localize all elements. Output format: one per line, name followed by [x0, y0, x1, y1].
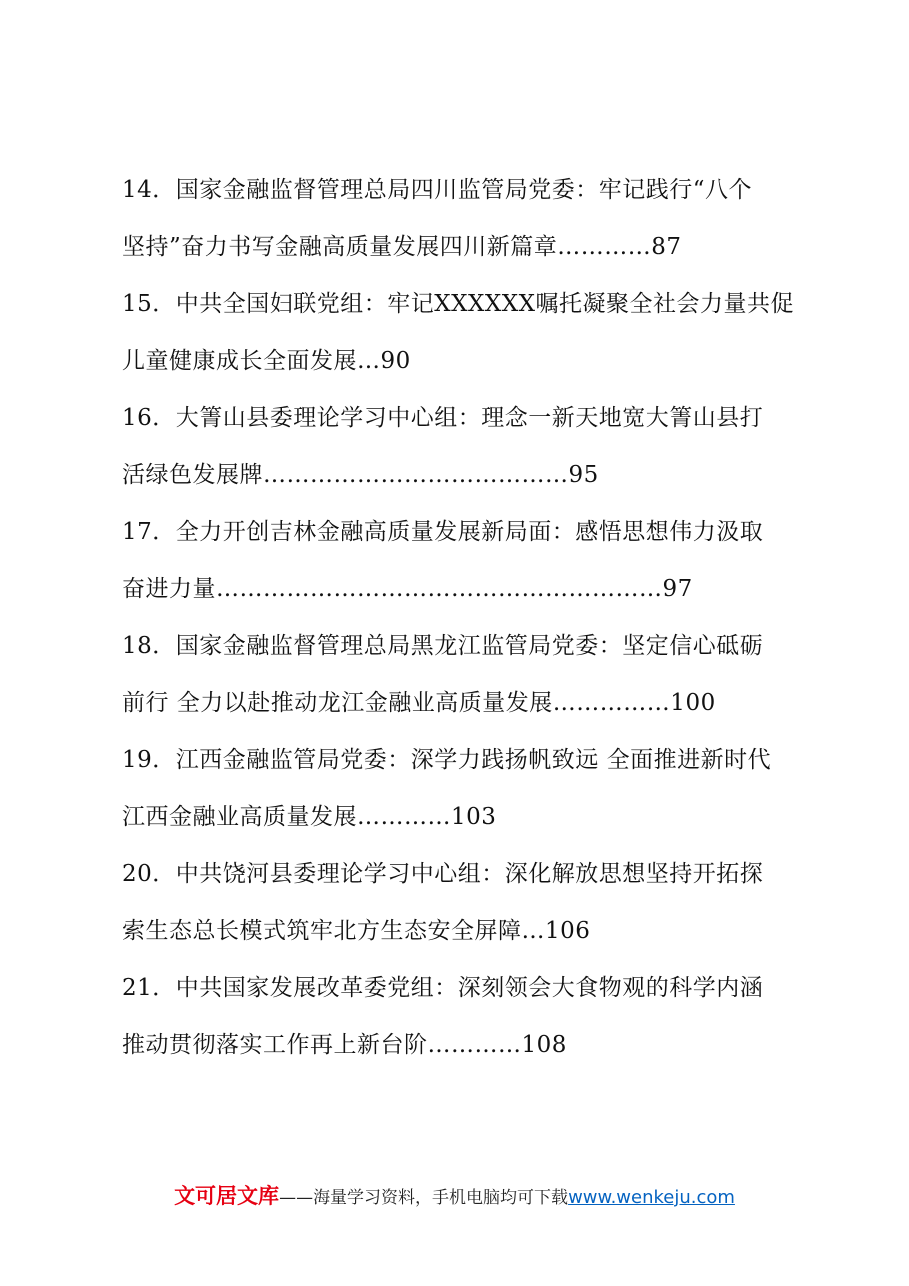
toc-entry-line: 21．中共国家发展改革委党组：深刻领会大食物观的科学内涵	[122, 975, 764, 1001]
toc-entry-line: 江西金融业高质量发展…………103	[122, 804, 497, 830]
website-link[interactable]: www.wenkeju.com	[568, 1187, 735, 1208]
toc-entry-21[interactable]	[122, 960, 812, 1074]
brand-name: 文可居文库	[174, 1184, 280, 1208]
toc-entry-line: 16．大箐山县委理论学习中心组：理念一新天地宽大箐山县打	[122, 405, 764, 431]
toc-entry-line: 前行 全力以赴推动龙江金融业高质量发展……………100	[122, 690, 716, 716]
toc-entry-line: 索生态总长模式筑牢北方生态安全屏障…106	[122, 918, 591, 944]
toc-entry-line: 活绿色发展牌…………………………………95	[122, 462, 599, 488]
toc-entry-19[interactable]	[122, 732, 812, 846]
toc-entry-14[interactable]	[122, 162, 812, 276]
toc-entry-line: 儿童健康成长全面发展…90	[122, 348, 411, 374]
toc-entry-line: 20．中共饶河县委理论学习中心组：深化解放思想坚持开拓探	[122, 861, 764, 887]
footer-banner	[0, 1180, 909, 1212]
footer-tagline: ——海量学习资料，手机电脑均可下载	[279, 1188, 569, 1208]
toc-entry-line: 坚持”奋力书写金融高质量发展四川新篇章…………87	[122, 234, 682, 260]
toc-entry-line: 推动贯彻落实工作再上新台阶…………108	[122, 1032, 567, 1058]
toc-entry-15[interactable]	[122, 276, 812, 390]
toc-entry-line: 14．国家金融监督管理总局四川监管局党委：牢记践行“八个	[122, 177, 753, 203]
toc-entry-16[interactable]	[122, 390, 812, 504]
toc-entry-17[interactable]	[122, 504, 812, 618]
toc-entry-line: 19．江西金融监管局党委：深学力践扬帆致远 全面推进新时代	[122, 747, 772, 773]
toc-entry-line: 15．中共全国妇联党组：牢记XXXXXX嘱托凝聚全社会力量共促	[122, 291, 795, 317]
toc-entry-line: 奋进力量…………………………………………………97	[122, 576, 693, 602]
table-of-contents	[122, 162, 812, 1074]
toc-entry-20[interactable]	[122, 846, 812, 960]
toc-entry-line: 18．国家金融监督管理总局黑龙江监管局党委：坚定信心砥砺	[122, 633, 764, 659]
toc-entry-line: 17．全力开创吉林金融高质量发展新局面：感悟思想伟力汲取	[122, 519, 764, 545]
toc-entry-18[interactable]	[122, 618, 812, 732]
